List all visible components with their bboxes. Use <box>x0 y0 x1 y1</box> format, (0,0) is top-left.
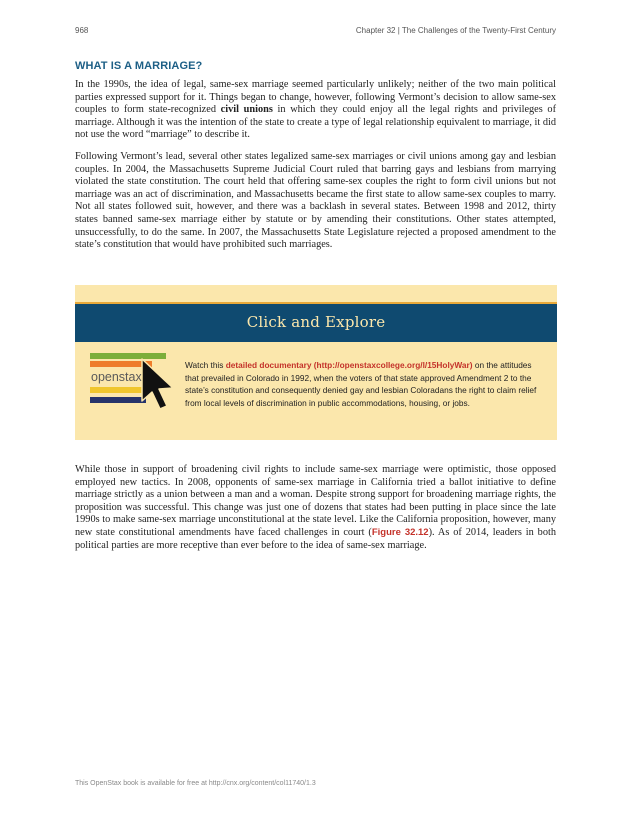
documentary-link[interactable]: detailed documentary (http://openstaxcollege.org/l/15HolyWar) <box>225 360 473 370</box>
paragraph-civil-unions <box>75 79 556 142</box>
paragraph-text: ). As of 2014, leaders in both political parties are more receptive than ever before to the idea of same-sex marriage. <box>75 526 556 551</box>
click-and-explore-box <box>75 285 557 440</box>
section-title: WHAT IS A MARRIAGE? <box>75 60 203 72</box>
key-term-civil-unions: civil unions <box>220 104 273 116</box>
callout-title: Click and Explore <box>246 313 386 331</box>
cursor-arrow <box>142 359 173 409</box>
paragraph-text: in which they could enjoy all the legal rights and privileges of marriage. Although it was the intention of the state to create a type of legal relationship equivalent to marriage, it did not use the word “marriage” to describe it. <box>75 104 556 141</box>
paragraph-text: While those in support of broadening civil rights to include same-sex marriage were optimistic, those opposed employed new tactics. In 2008, opponents of same-sex marriage in California tried a ballot initiative to define marriage strictly as a union between a man and a woman. Despite strong support for broadening marriage rights, the proposition was successful. This change was just one of dozens that states had been putting in place since the late 1990s to make same-sex marriage unconstitutional at the state level. Like the California proposition, however, many new state constitutional amendments have faced challenges in court ( <box>75 464 556 538</box>
openstax-cursor-icon <box>90 351 180 413</box>
callout-text-rest: on the attitudes that prevailed in Colorado in 1992, when the voters of that state approved Amendment 2 to the state’s constitution and consequently denied gay and lesbian Coloradans the right to claim relief from local levels of discrimination in public accommodations, housing, or jobs. <box>185 360 537 408</box>
chapter-header: Chapter 32 | The Challenges of the Twenty-First Century <box>355 26 556 35</box>
figure-link[interactable]: Figure 32.12 <box>371 526 429 538</box>
logo-stripe-green <box>90 353 166 359</box>
logo-stripe-blue <box>90 397 146 403</box>
callout-text <box>185 359 540 409</box>
paragraph-text: Following Vermont’s lead, several other states legalized same-sex marriages or civil unions among gay and lesbian couples. In 2004, the Massachusetts Supreme Judicial Court ruled that barring gays and lesbians from marrying violated the state constitution. The court held that offering same-sex couples the right to form civil unions but not marriage was an act of discrimination, and Massachusetts became the first state to allow same-sex couples to marry. Not all states followed suit, however, and there was a backlash in several states. Between 1998 and 2012, thirty states banned same-sex marriage either by statute or by amending their constitutions. Other states attempted, unsuccessfully, to do the same. In 2007, the Massachusetts State Legislature rejected a proposed amendment to the state’s constitution that would have prohibited such marriages. <box>75 151 556 251</box>
callout-title-bar <box>75 302 557 342</box>
callout-text-lead: Watch this <box>185 360 226 370</box>
paragraph-states <box>75 151 556 252</box>
paragraph-opposition <box>75 464 556 552</box>
footer-license: This OpenStax book is available for free at http://cnx.org/content/col11740/1.3 <box>75 780 316 787</box>
page-number: 968 <box>75 26 89 35</box>
paragraph-text: In the 1990s, the idea of legal, same-sex marriage seemed particularly unlikely; neither of the two main political parties expressed support for it. Things began to change, however, following Vermont’s decision to allow same-sex couples to form state-recognized <box>75 79 556 116</box>
openstax-logo-text: openstax <box>91 370 142 384</box>
